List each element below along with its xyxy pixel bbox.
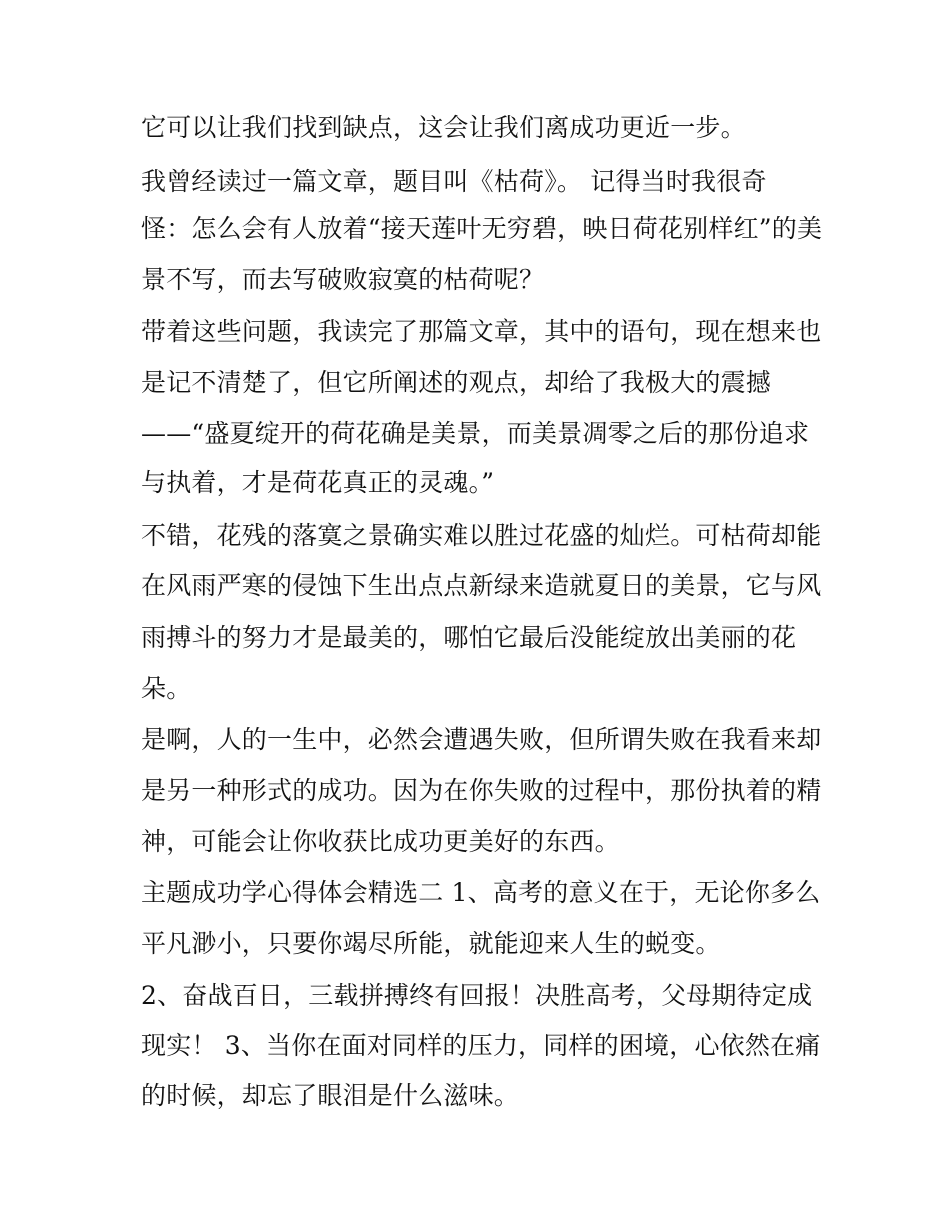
text-line: 怪：怎么会有人放着“接天莲叶无穷碧，映日荷花别样红”的美 [141,214,823,243]
text-line: 2、奋战百日，三载拼搏终有回报！决胜高考，父母期待定成 [141,981,813,1010]
text-line: ——“盛夏绽开的荷花确是美景，而美景凋零之后的那份追求 [141,419,810,448]
text-line: 现实！ 3、当你在面对同样的压力，同样的困境，心依然在痛 [141,1031,821,1060]
text-line: 雨搏斗的努力才是最美的，哪怕它最后没能绽放出美丽的花 [141,623,797,652]
text-line: 不错，花残的落寞之景确实难以胜过花盛的灿烂。可枯荷却能 [141,521,822,550]
text-line: 是记不清楚了，但它所阐述的观点，却给了我极大的震撼 [141,368,772,397]
text-line: 它可以让我们找到缺点，这会让我们离成功更近一步。 [141,113,746,142]
text-line: 神，可能会让你收获比成功更美好的东西。 [141,827,620,856]
text-line: 是啊，人的一生中，必然会遭遇失败，但所谓失败在我看来却 [141,725,822,754]
text-line: 主题成功学心得体会精选二 1、高考的意义在于，无论你多么 [141,878,821,907]
text-line: 在风雨严寒的侵蚀下生出点点新绿来造就夏日的美景，它与风 [141,571,822,600]
text-line: 景不写，而去写破败寂寞的枯荷呢？ [141,265,545,294]
text-line: 与执着，才是荷花真正的灵魂。” [141,468,495,497]
text-line: 是另一种形式的成功。因为在你失败的过程中，那份执着的精 [141,776,822,805]
text-line: 的时候，却忘了眼泪是什么滋味。 [141,1081,520,1110]
text-line: 带着这些问题，我读完了那篇文章，其中的语句，现在想来也 [141,317,822,346]
text-line: 平凡渺小，只要你竭尽所能，就能迎来人生的蜕变。 [141,929,721,958]
text-line: 朵。 [141,674,192,703]
text-line: 我曾经读过一篇文章，题目叫《枯荷》。 记得当时我很奇 [141,167,767,196]
